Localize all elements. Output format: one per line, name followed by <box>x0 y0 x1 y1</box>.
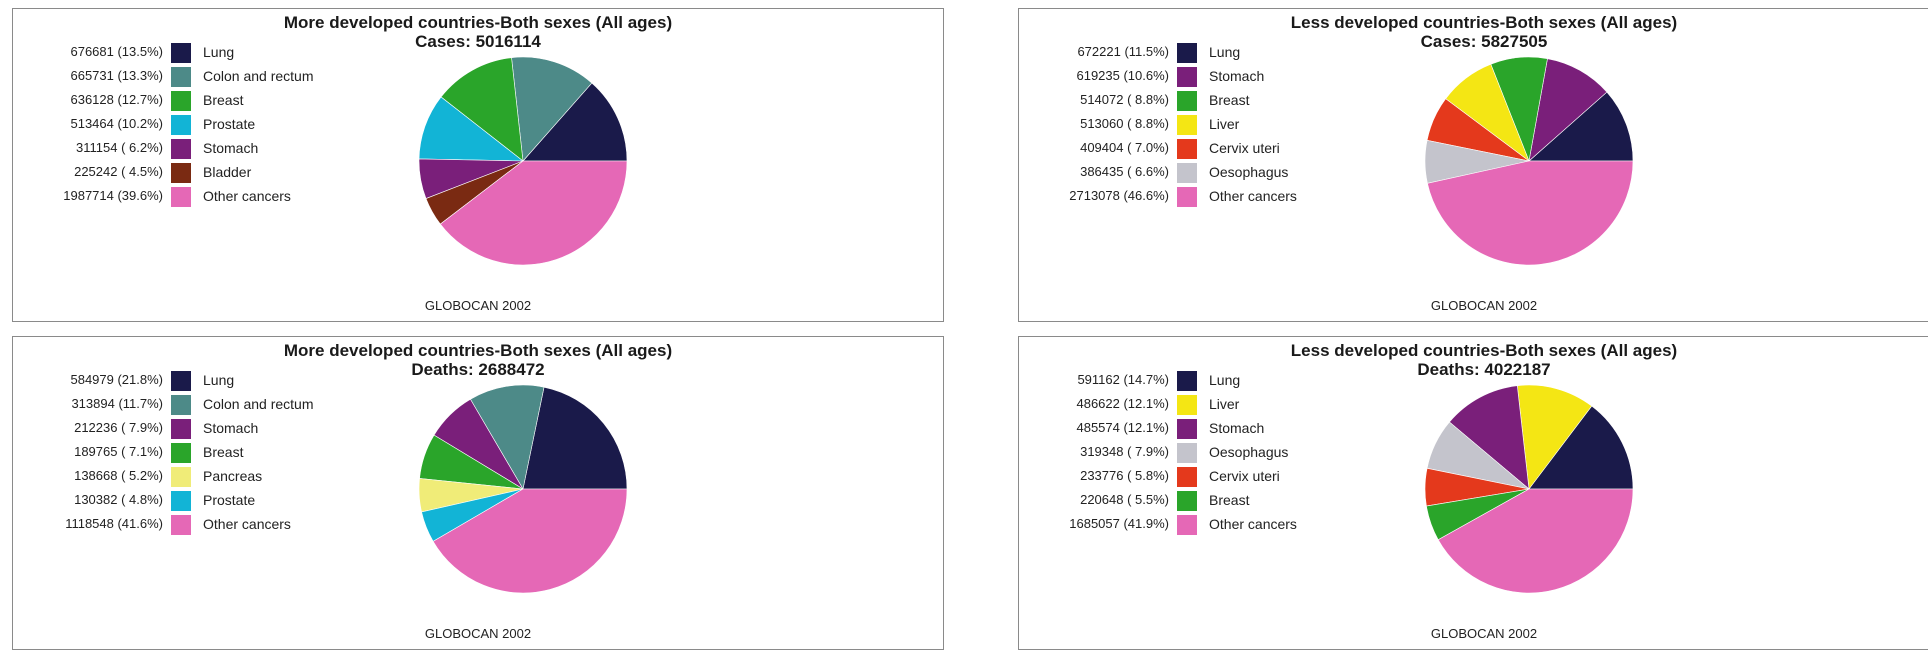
legend-swatch <box>1177 115 1197 135</box>
source-label: GLOBOCAN 2002 <box>424 298 532 313</box>
legend-swatch <box>1177 187 1197 207</box>
legend-label: Lung <box>203 372 235 388</box>
legend-swatch <box>171 395 191 415</box>
legend-item-oesophagus <box>1023 440 1383 466</box>
legend-value: 2713078 (46.6%) <box>1069 188 1169 203</box>
legend-item-breast <box>1023 488 1383 514</box>
legend-label: Oesophagus <box>1209 164 1289 180</box>
legend-label: Cervix uteri <box>1209 140 1280 156</box>
legend-item-bladder <box>17 160 377 186</box>
legend-value: 619235 (10.6%) <box>1076 68 1169 83</box>
chart-subtitle: Deaths: 4022187 <box>1417 360 1551 379</box>
legend-item-stomach <box>17 416 377 442</box>
legend-swatch <box>1177 443 1197 463</box>
source-label: GLOBOCAN 2002 <box>1430 298 1538 313</box>
legend-item-cervix-uteri <box>1023 136 1383 162</box>
legend-label: Lung <box>1209 44 1241 60</box>
legend-value: 513464 (10.2%) <box>70 116 163 131</box>
legend-swatch <box>171 67 191 87</box>
legend-label: Breast <box>203 92 244 108</box>
legend-value: 485574 (12.1%) <box>1076 420 1169 435</box>
legend-value: 486622 (12.1%) <box>1076 396 1169 411</box>
source-label: GLOBOCAN 2002 <box>424 626 532 641</box>
legend-label: Prostate <box>203 116 256 132</box>
chart-title: Less developed countries-Both sexes (All ages) <box>1290 13 1678 32</box>
source-label: GLOBOCAN 2002 <box>1430 626 1538 641</box>
legend-swatch <box>171 371 191 391</box>
legend-swatch <box>171 187 191 207</box>
legend-item-lung <box>1023 40 1383 66</box>
legend-value: 665731 (13.3%) <box>70 68 163 83</box>
legend-swatch <box>1177 43 1197 63</box>
legend-item-other-cancers <box>17 184 377 210</box>
chart-legend <box>17 40 377 280</box>
legend-item-stomach <box>1023 64 1383 90</box>
legend-label: Stomach <box>1209 420 1265 436</box>
legend-value: 212236 ( 7.9%) <box>74 420 163 435</box>
pie-chart <box>413 51 633 271</box>
legend-item-other-cancers <box>1023 184 1383 210</box>
legend-label: Breast <box>1209 92 1250 108</box>
legend-value: 584979 (21.8%) <box>70 372 163 387</box>
legend-value: 233776 ( 5.8%) <box>1080 468 1169 483</box>
legend-item-other-cancers <box>17 512 377 538</box>
legend-swatch <box>1177 515 1197 535</box>
legend-swatch <box>171 467 191 487</box>
legend-label: Colon and rectum <box>203 396 314 412</box>
chart-subtitle: Cases: 5016114 <box>415 32 541 51</box>
legend-value: 386435 ( 6.6%) <box>1080 164 1169 179</box>
legend-value: 130382 ( 4.8%) <box>74 492 163 507</box>
legend-item-lung <box>1023 368 1383 394</box>
chart-title: More developed countries-Both sexes (All ages) <box>283 341 673 360</box>
legend-value: 1987714 (39.6%) <box>63 188 163 203</box>
pie-chart <box>1419 379 1639 599</box>
legend-value: 220648 ( 5.5%) <box>1080 492 1169 507</box>
legend-label: Other cancers <box>1209 188 1297 204</box>
legend-swatch <box>1177 163 1197 183</box>
chart-panel-ldc-cases <box>1018 8 1928 322</box>
legend-swatch <box>171 163 191 183</box>
chart-legend <box>1023 368 1383 608</box>
chart-subtitle: Deaths: 2688472 <box>411 360 545 379</box>
legend-value: 225242 ( 4.5%) <box>74 164 163 179</box>
legend-value: 189765 ( 7.1%) <box>74 444 163 459</box>
legend-item-colon-and-rectum <box>17 392 377 418</box>
legend-item-breast <box>17 440 377 466</box>
legend-value: 672221 (11.5%) <box>1077 44 1169 59</box>
legend-swatch <box>171 43 191 63</box>
legend-swatch <box>171 139 191 159</box>
legend-label: Breast <box>203 444 244 460</box>
chart-title: More developed countries-Both sexes (All ages) <box>283 13 673 32</box>
legend-item-liver <box>1023 392 1383 418</box>
legend-value: 636128 (12.7%) <box>70 92 163 107</box>
legend-label: Other cancers <box>1209 516 1297 532</box>
chart-title: Less developed countries-Both sexes (All ages) <box>1290 341 1678 360</box>
legend-label: Colon and rectum <box>203 68 314 84</box>
legend-swatch <box>1177 419 1197 439</box>
legend-swatch <box>1177 395 1197 415</box>
legend-swatch <box>171 115 191 135</box>
legend-item-other-cancers <box>1023 512 1383 538</box>
legend-swatch <box>1177 371 1197 391</box>
legend-label: Cervix uteri <box>1209 468 1280 484</box>
legend-swatch <box>1177 491 1197 511</box>
legend-value: 514072 ( 8.8%) <box>1080 92 1169 107</box>
legend-item-prostate <box>17 112 377 138</box>
legend-swatch <box>171 491 191 511</box>
legend-item-oesophagus <box>1023 160 1383 186</box>
legend-item-cervix-uteri <box>1023 464 1383 490</box>
legend-item-stomach <box>17 136 377 162</box>
chart-panel-mdc-deaths <box>12 336 944 650</box>
legend-swatch <box>1177 67 1197 87</box>
legend-value: 513060 ( 8.8%) <box>1080 116 1169 131</box>
legend-label: Liver <box>1209 116 1240 132</box>
legend-value: 591162 (14.7%) <box>1077 372 1169 387</box>
legend-label: Other cancers <box>203 188 291 204</box>
legend-item-prostate <box>17 488 377 514</box>
legend-item-lung <box>17 40 377 66</box>
legend-item-breast <box>1023 88 1383 114</box>
chart-subtitle: Cases: 5827505 <box>1420 32 1548 51</box>
legend-label: Stomach <box>203 140 259 156</box>
legend-value: 319348 ( 7.9%) <box>1080 444 1169 459</box>
pie-chart <box>1419 51 1639 271</box>
legend-label: Lung <box>203 44 235 60</box>
legend-label: Other cancers <box>203 516 291 532</box>
legend-label: Lung <box>1209 372 1241 388</box>
legend-label: Bladder <box>203 164 252 180</box>
legend-label: Breast <box>1209 492 1250 508</box>
legend-value: 409404 ( 7.0%) <box>1080 140 1169 155</box>
pie-chart <box>413 379 633 599</box>
legend-label: Pancreas <box>203 468 263 484</box>
chart-panel-ldc-deaths <box>1018 336 1928 650</box>
legend-swatch <box>171 419 191 439</box>
legend-swatch <box>1177 139 1197 159</box>
legend-item-colon-and-rectum <box>17 64 377 90</box>
legend-value: 676681 (13.5%) <box>70 44 163 59</box>
legend-swatch <box>1177 91 1197 111</box>
legend-value: 311154 ( 6.2%) <box>76 140 163 155</box>
legend-item-liver <box>1023 112 1383 138</box>
legend-swatch <box>1177 467 1197 487</box>
legend-label: Stomach <box>1209 68 1265 84</box>
legend-label: Stomach <box>203 420 259 436</box>
chart-legend <box>1023 40 1383 280</box>
legend-item-stomach <box>1023 416 1383 442</box>
pie-slice-other-cancers <box>1427 161 1633 265</box>
legend-label: Prostate <box>203 492 256 508</box>
legend-label: Oesophagus <box>1209 444 1289 460</box>
legend-value: 138668 ( 5.2%) <box>74 468 163 483</box>
chart-panel-mdc-cases <box>12 8 944 322</box>
legend-value: 313894 (11.7%) <box>71 396 163 411</box>
legend-item-lung <box>17 368 377 394</box>
legend-item-pancreas <box>17 464 377 490</box>
legend-swatch <box>171 443 191 463</box>
legend-swatch <box>171 91 191 111</box>
legend-swatch <box>171 515 191 535</box>
legend-item-breast <box>17 88 377 114</box>
chart-legend <box>17 368 377 608</box>
legend-value: 1685057 (41.9%) <box>1069 516 1169 531</box>
legend-label: Liver <box>1209 396 1240 412</box>
legend-value: 1118548 (41.6%) <box>65 516 163 531</box>
